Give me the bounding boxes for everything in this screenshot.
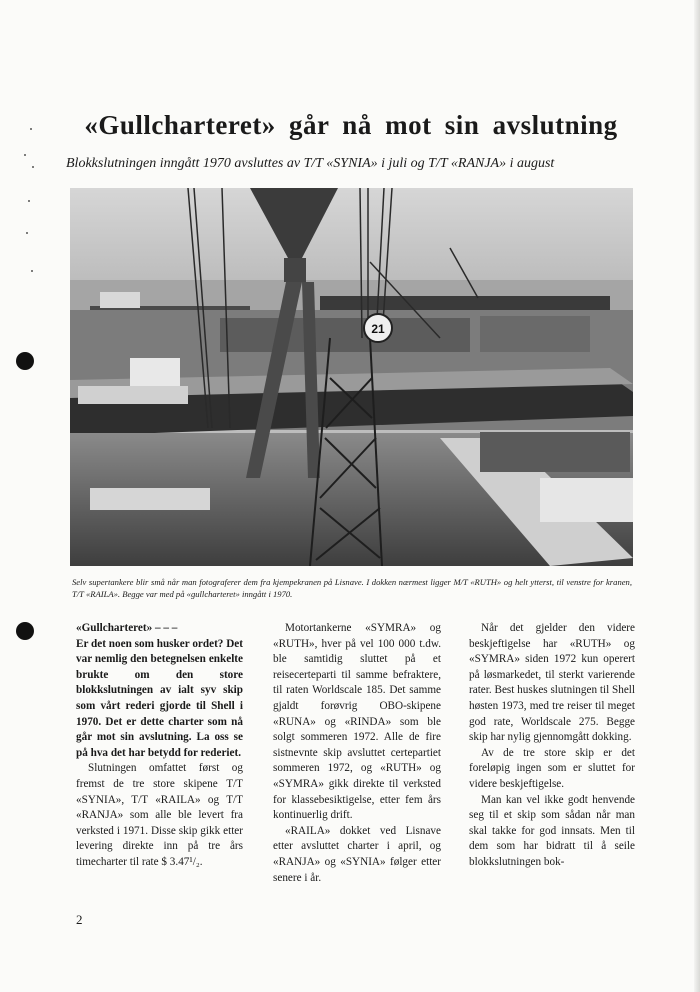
text-column-3	[469, 621, 635, 871]
shipyard-photo	[70, 188, 633, 566]
lead-paragraph: Er det noen som husker ordet? Det var nemlig den betegnelsen enkelte brukte om den store blokkslutningen av ialt syv skip som vårt rederi gjorde til Shell i 1970. Det er dette charter som nå går mot sin avslutning. La oss se på hva det har betydd for rederiet.	[76, 637, 243, 759]
photo-caption: Selv supertankere blir små når man fotograferer dem fra kjempekranen på Lisnave. I dokken nærmest ligger M/T «RUTH» og helt ytterst, til venstre for kranen, T/T «RAILA». Begge var med på «gullcharteret» inngått i 1970.	[72, 577, 632, 599]
punch-hole-bottom	[16, 622, 34, 640]
page-edge-shadow	[694, 0, 700, 992]
margin-specks	[22, 120, 38, 280]
body-paragraph: Når det gjelder den videre beskjeftigelse har «RUTH» og «SYMRA» siden 1972 kun operert på løsmarkedet, til sterkt varierende rater. Best huskes slutningen til Shell høsten 1973, med tre reiser til meget god rate, Worldscale 275. Begge skip har nylig gjennomgått dokking.	[469, 622, 635, 744]
body-paragraph: Slutningen omfattet først og fremst de tre store skipene T/T «SYNIA», T/T «RAILA» og T/T «RANJA» som alle ble levert fra verksted i 1971. Disse skip gikk etter levering direkte inn på tre års timecharter til rate $ 3.47¹/₂.	[76, 762, 243, 868]
text-column-1	[76, 621, 243, 871]
body-paragraph: Man kan vel ikke godt henvende seg til et skip som sådan når man skal takke for god innsats. Men til dem som har bidratt til å seile blokkslutningen bok-	[469, 793, 635, 868]
lead-heading: «Gullcharteret» – – –	[76, 622, 178, 634]
page-number: 2	[76, 912, 83, 927]
text-column-2	[273, 621, 441, 886]
body-paragraph: Av de tre store skip er det foreløpig ingen som er sluttet for videre beskjeftigelse.	[469, 746, 635, 790]
punch-hole-top	[16, 352, 34, 370]
body-paragraph: «RAILA» dokket ved Lisnave etter avsluttet charter i april, og «RANJA» og «SYNIA» følger etter senere i år.	[273, 824, 441, 884]
body-paragraph: Motortankerne «SYMRA» og «RUTH», hver på vel 100 000 t.dw. ble samtidig sluttet på et reisecerteparti til samme befraktere, til raten Worldscale 185. Det samme gjaldt forøvrig OBO-skipene «RUNA» og «RINDA» som ble solgt sommeren 1972. Alle de fire sistnevnte skip avsluttet certepartiet sommeren 1972, og «RUTH» og «SYMRA» gikk direkte til verksted for klassebesiktigelse, etter fem års kontinuerlig drift.	[273, 622, 441, 822]
crane-number-sign: 21	[371, 322, 385, 336]
article-title: «Gullcharteret» går nå mot sin avslutning	[84, 110, 618, 140]
article-subtitle: Blokkslutningen inngått 1970 avsluttes av T/T «SYNIA» i juli og T/T «RANJA» i august	[66, 156, 555, 171]
